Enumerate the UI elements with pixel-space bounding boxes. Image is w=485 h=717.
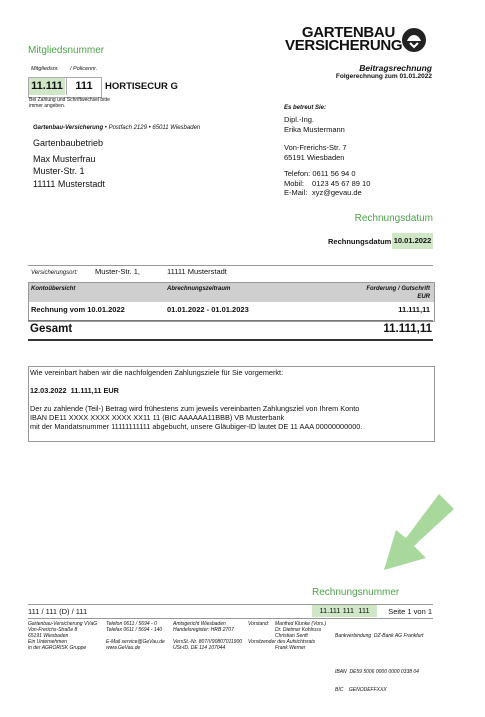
footer-text: VersSt.-Nr. 807/V90807011900 bbox=[173, 639, 243, 645]
invoice-date-value: 10.01.2022 bbox=[392, 233, 433, 249]
policennr-label: / Policennr. bbox=[70, 66, 98, 72]
table-row-label: Rechnung vom 10.01.2022 bbox=[31, 305, 125, 314]
invoice-number-green-label: Rechnungsnummer bbox=[312, 587, 400, 598]
sender-name: Gartenbau-Versicherung bbox=[33, 125, 104, 131]
brand-name-line2: VERSICHERUNG bbox=[285, 37, 403, 54]
contact-title: Dipl.-Ing. bbox=[284, 115, 315, 124]
location-label: Versicherungsort: bbox=[31, 270, 78, 276]
footer-col-registry bbox=[173, 621, 242, 651]
footer-reference: 111 / 111 (D) / 111 bbox=[28, 607, 88, 616]
brand-name-line1: GARTENBAU bbox=[301, 24, 395, 41]
document-subtitle: Folgerechnung zum 01.01.2022 bbox=[335, 73, 432, 80]
table-row-amount: 11.111,11 bbox=[398, 305, 430, 314]
footer-bottom-divider bbox=[28, 618, 433, 619]
payment-line1: Der zu zahlende (Teil-) Betrag wird frühestens zum jeweils vereinbarten Zahlungsziel von Ihrem Konto bbox=[30, 404, 360, 413]
invoice-number: 11.111 111 111 bbox=[312, 605, 377, 617]
footer-text bbox=[335, 705, 423, 711]
payment-line3: mit der Mandatsnummer 11111111111 abgebucht, unsere Gläubiger-ID lautet DE 11 AAA 00000000000. bbox=[30, 422, 363, 431]
footer-text: Vorsitzender des Aufsichtsrats bbox=[248, 639, 316, 645]
sender-return-line bbox=[33, 125, 200, 132]
footer-text: Gartenbau-Versicherung VVaG bbox=[28, 621, 98, 627]
total-divider bbox=[28, 320, 433, 321]
contact-email: xyz@gevau.de bbox=[312, 188, 362, 197]
footer-text: Telefon 0611 / 5694 - 0 bbox=[106, 621, 157, 627]
total-amount: 11.111,11 bbox=[383, 323, 432, 335]
recipient-line3: Muster-Str. 1 bbox=[33, 166, 85, 176]
policy-number: 111 bbox=[66, 78, 101, 95]
footer-text: Vorstand: bbox=[248, 621, 270, 627]
footer-text: USt-ID. DE 114 107044 bbox=[173, 645, 226, 651]
footer-col-contact bbox=[106, 621, 165, 651]
footer-text: Christian Senft bbox=[275, 633, 308, 639]
footer-text: www.GeVau.de bbox=[106, 645, 141, 651]
table-col-unit: EUR bbox=[417, 294, 430, 300]
table-row-period: 01.01.2022 - 01.01.2023 bbox=[167, 305, 249, 314]
brand-emblem-icon bbox=[401, 27, 427, 53]
footer-text: Frank Werner bbox=[275, 645, 306, 651]
footer-text: Manfred Klunke (Vors.) bbox=[275, 621, 327, 627]
contact-phone: Telefon: 0611 56 94 0 bbox=[284, 169, 356, 178]
location-city: 11111 Musterstadt bbox=[167, 267, 227, 276]
contact-mobile: 0123 45 67 89 10 bbox=[312, 178, 371, 188]
footer-text: in der AGRORISK Gruppe bbox=[28, 645, 87, 651]
divider bbox=[28, 265, 433, 266]
footer-text: Dr. Dietmar Kohlruss bbox=[275, 627, 322, 633]
footer-col-board-names bbox=[275, 621, 326, 651]
contact-block bbox=[284, 115, 370, 198]
footer-text: Telefax 0611 / 5694 - 140 bbox=[106, 627, 163, 633]
recipient-line2: Max Musterfrau bbox=[33, 153, 96, 164]
footer-text: 65191 Wiesbaden bbox=[28, 633, 69, 639]
arrow-down-left-icon bbox=[384, 494, 456, 574]
payment-intro: Wie vereinbart haben wir die nachfolgenden Zahlungsziele für Sie vorgemerkt: bbox=[30, 368, 284, 377]
contact-street: Von-Frerichs-Str. 7 bbox=[284, 143, 347, 152]
contact-name: Erika Mustermann bbox=[284, 124, 345, 134]
page-indicator: Seite 1 von 1 bbox=[388, 607, 432, 616]
brand-logo bbox=[285, 26, 435, 60]
member-number-label: Mitgliedsnummer bbox=[28, 45, 105, 56]
total-underline bbox=[28, 339, 433, 341]
document-title: Beitragsrechnung bbox=[359, 63, 432, 73]
invoice-date-green-label: Rechnungsdatum bbox=[354, 213, 433, 224]
member-number: 11.111 bbox=[29, 78, 65, 95]
mobile-label: Mobil: bbox=[284, 178, 305, 188]
footer-text: Ein Unternehmen bbox=[28, 639, 67, 645]
table-col-amount: Forderung / Gutschrift bbox=[366, 286, 430, 292]
footer-text: Handelsregister: HRB 2707 bbox=[173, 627, 234, 633]
contact-heading: Es betreut Sie: bbox=[284, 105, 327, 111]
footer-text: Bankverbindung DZ-Bank AG Frankfurt bbox=[335, 633, 424, 639]
contact-city: 65191 Wiesbaden bbox=[284, 152, 345, 162]
recipient-line1: Gartenbaubetrieb bbox=[33, 138, 104, 148]
footer-text: E-Mail service@GeVau.de bbox=[106, 639, 165, 645]
footer-text: Von-Frerichs-Straße 8 bbox=[28, 627, 78, 633]
footer-text: IBAN DE59 5006 0000 0000 0338 04 bbox=[335, 669, 419, 675]
reference-note-line1: Bei Zahlung und Schriftwechsel bitte bbox=[29, 97, 110, 103]
location-street: Muster-Str. 1, bbox=[95, 267, 141, 276]
mitgliedsnr-label: Mitgliedsnr. bbox=[31, 66, 59, 72]
reference-note-line2: immer angeben. bbox=[29, 103, 66, 109]
invoice-date-label: Rechnungsdatum bbox=[328, 237, 392, 246]
footer-text: BIC GENODEFFXXX bbox=[335, 687, 387, 693]
payment-due: 12.03.2022 11.111,11 EUR bbox=[30, 386, 119, 395]
total-label: Gesamt bbox=[30, 323, 73, 335]
footer-col-bank bbox=[335, 621, 423, 717]
recipient-address bbox=[33, 137, 105, 190]
company-code: HORTISECUR G bbox=[105, 81, 178, 92]
footer-text bbox=[335, 651, 423, 657]
recipient-line4: 11111 Musterstadt bbox=[33, 178, 105, 189]
email-label: E-Mail: bbox=[284, 188, 308, 197]
payment-line2: IBAN DE11 XXXX XXXX XXXX XX11 11 (BIC AAAAAA11BBB) VB Musterbank bbox=[30, 413, 285, 422]
footer-col-company bbox=[28, 621, 97, 651]
table-col-period: Abrechnungszeitraum bbox=[167, 286, 231, 292]
table-col-account: Kontoübersicht bbox=[31, 286, 76, 292]
footer-text: Amtsgericht Wiesbaden bbox=[173, 621, 226, 627]
payment-details bbox=[30, 404, 362, 431]
sender-address: • Postfach 2129 • 65011 Wiesbaden bbox=[103, 125, 201, 131]
